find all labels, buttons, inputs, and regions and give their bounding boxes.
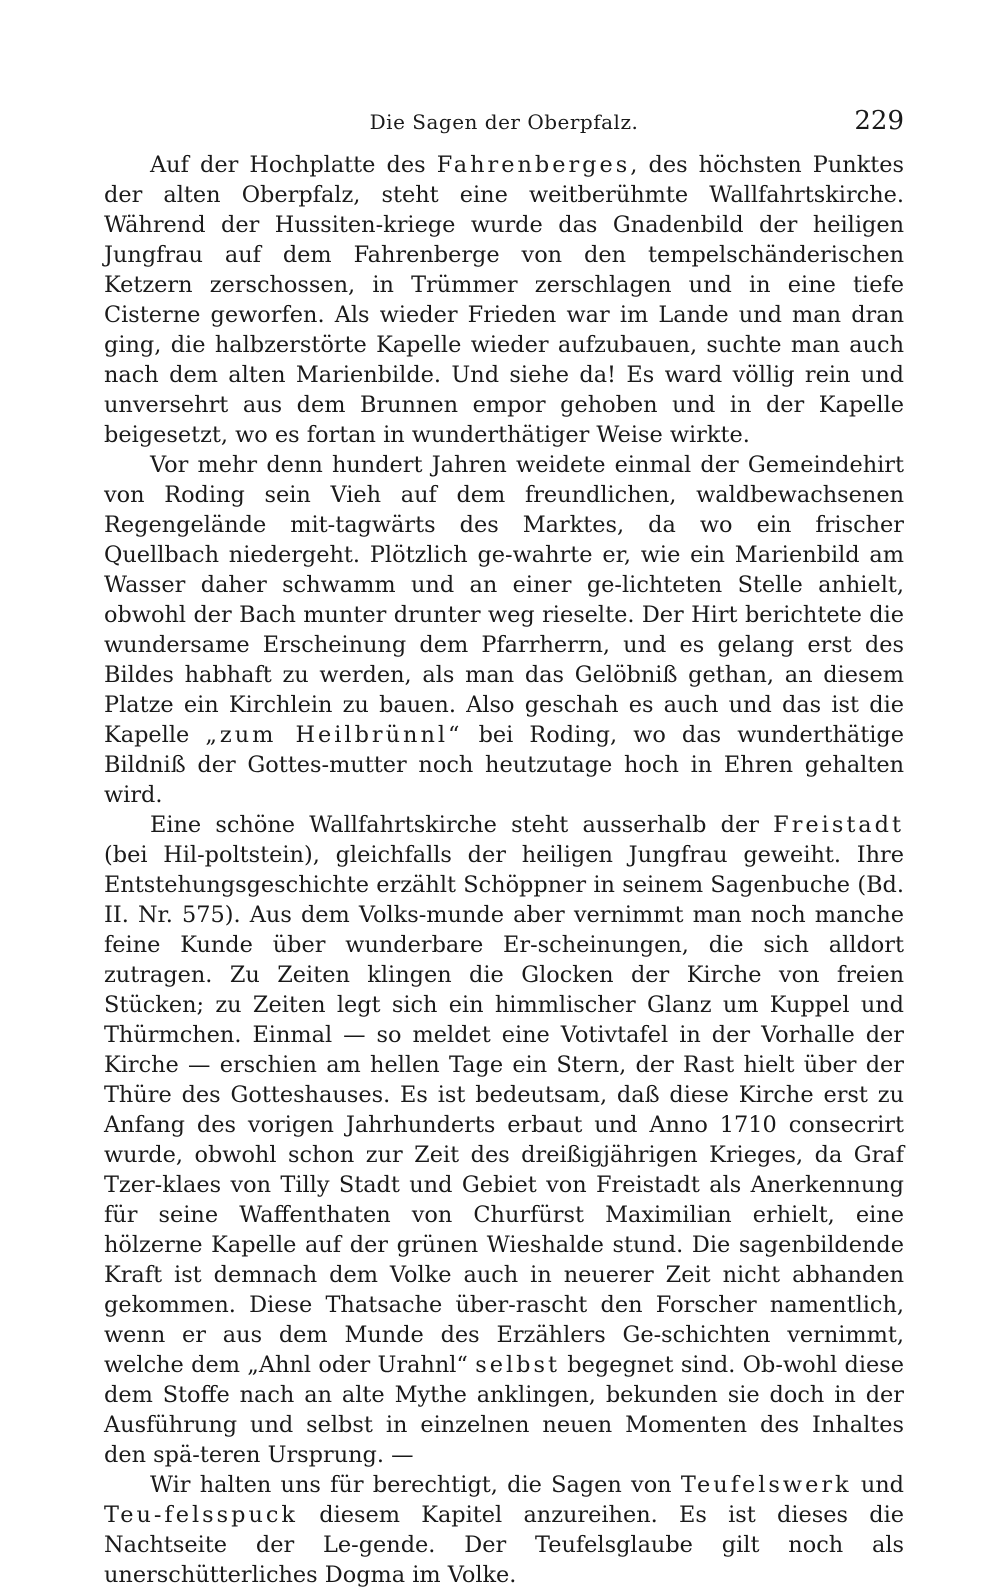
text-run: Wir halten uns für berechtigt, die Sagen von [150,1472,681,1498]
running-title: Die Sagen der Oberpfalz. [369,110,639,134]
page-number: 229 [854,106,904,136]
text-run: Eine schöne Wallfahrtskirche steht ausserhalb der [150,812,774,838]
emphasized-word: selbst [475,1352,560,1378]
paragraph [104,1470,904,1590]
text-run: diesem Kapitel anzureihen. Es ist dieses die Nachtseite der Le-gende. Der Teufelsglaube gilt noch als unerschütterliches Dogma im Volke. [104,1502,904,1588]
paragraph [104,810,904,1470]
emphasized-term: Teufelswerk [680,1472,852,1498]
emphasized-place-name: „zum Heilbrünnl“ [205,722,463,748]
book-page [104,106,905,1590]
text-run: (bei Hil-poltstein), gleichfalls der heiligen Jungfrau geweiht. Ihre Entstehungsgeschichte erzählt Schöppner in seinem Sagenbuche (Bd. II. Nr. 575). Aus dem Volks-munde aber vernimmt man noch manche feine Kunde über wunderbare Er-scheinungen, die sich alldort zutragen. Zu Zeiten klingen die Glocken der Kirche von freien Stücken; zu Zeiten legt sich ein himmlischer Glanz um Kuppel und Thürmchen. Einmal — so meldet eine Votivtafel in der Vorhalle der Kirche — erschien am hellen Tage ein Stern, der Rast hielt über der Thüre des Gotteshauses. Es ist bedeutsam, daß diese Kirche erst zu Anfang des vorigen Jahrhunderts erbaut und Anno 1710 consecrirt wurde, obwohl schon zur Zeit des dreißigjährigen Krieges, da Graf Tzer-klaes von Tilly Stadt und Gebiet von Freistadt als Anerkennung für seine Waffenthaten von Churfürst Maximilian erhielt, eine hölzerne Kapelle auf der grünen Wieshalde stund. Die sagenbildende Kraft ist demnach dem Volke auch in neuerer Zeit nicht abhanden gekommen. Diese Thatsache über-rascht den Forscher namentlich, wenn er aus dem Munde des Erzählers Ge-schichten vernimmt, welche dem „Ahnl oder Urahnl“ [104,842,904,1378]
body-text [104,150,904,1590]
text-run: bei Roding, wo das wunderthätige Bildniß der Gottes-mutter noch heutzutage hoch in Ehren gehalten wird. [104,722,904,808]
text-run: begegnet sind. Ob-wohl diese dem Stoffe nach an alte Mythe anklingen, bekunden sie doch in der Ausführung und selbst in einzelnen neuen Momenten des Inhaltes den spä-teren Ursprung. — [104,1352,904,1468]
text-run: und [851,1472,905,1498]
text-run: Vor mehr denn hundert Jahren weidete einmal der Gemeindehirt von Roding sein Vieh auf dem freundlichen, waldbewachsenen Regengelände mit-tagwärts des Marktes, da wo ein frischer Quellbach niedergeht. Plötzlich ge-wahrte er, wie ein Marienbild am Wasser daher schwamm und an einer ge-lichteten Stelle anhielt, obwohl der Bach munter drunter weg rieselte. Der Hirt berichtete die wundersame Erscheinung dem Pfarrherrn, und es gelang erst des Bildes habhaft zu werden, als man das Gelöbniß gethan, an diesem Platze ein Kirchlein zu bauen. Also geschah es auch und das ist die Kapelle [104,452,904,748]
running-head [104,106,904,150]
emphasized-place-name: Freistadt [773,812,904,838]
paragraph [104,450,904,810]
text-run: , des höchsten Punktes der alten Oberpfalz, steht eine weitberühmte Wallfahrtskirche. Während der Hussiten-kriege wurde das Gnadenbild der heiligen Jungfrau auf dem Fahrenberge von den tempelschänderischen Ketzern zerschossen, in Trümmer zerschlagen und in eine tiefe Cisterne geworfen. Als wieder Frieden war im Lande und man dran ging, die halbzerstörte Kapelle wieder aufzubauen, suchte man auch nach dem alten Marienbilde. Und siehe da! Es ward völlig rein und unversehrt aus dem Brunnen empor gehoben und in der Kapelle beigesetzt, wo es fortan in wunderthätiger Weise wirkte. [104,152,905,448]
paragraph [104,150,904,450]
emphasized-term: Teu-felsspuck [104,1502,298,1528]
emphasized-place-name: Fahrenberges [436,152,631,178]
text-run: Auf der Hochplatte des [150,152,437,178]
